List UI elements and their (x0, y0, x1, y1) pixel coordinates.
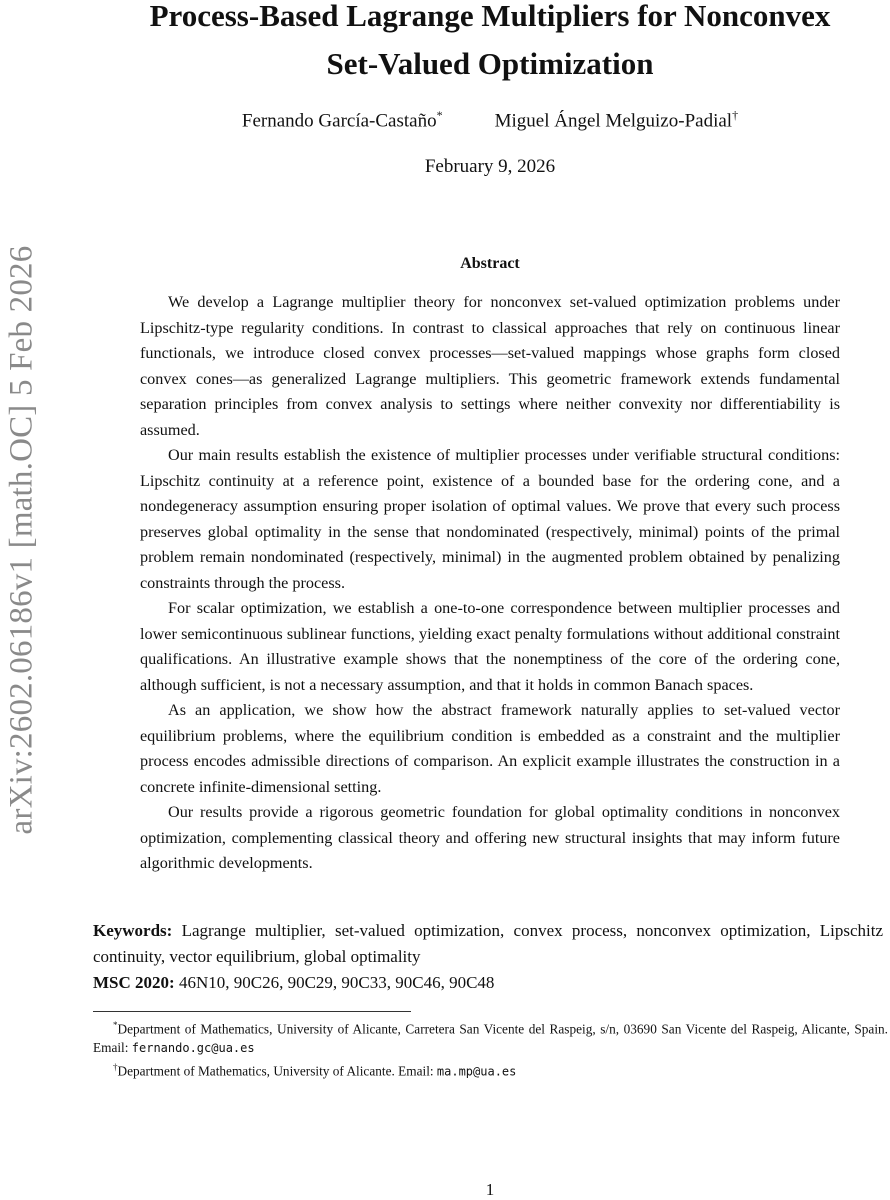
abstract-paragraph: For scalar optimization, we establish a one-to-one correspondence between multiplier processes and lower semicontinuous sublinear functions, yielding exact penalty formulations without additional constraint qualifications. An illustrative example shows that the nonemptiness of the core of the ordering cone, although sufficient, is not a necessary assumption, and that it holds in common Banach spaces. (140, 599, 840, 694)
footnote-rule (93, 1011, 411, 1012)
keywords-text: Lagrange multiplier, set-valued optimization, convex process, nonconvex optimization, Lipschitz continuity, vector equilibrium, global optimality (93, 921, 883, 966)
msc-line (93, 970, 883, 996)
abstract-paragraph: Our main results establish the existence of multiplier processes under verifiable structural conditions: Lipschitz continuity at a reference point, existence of a bounded base for the ordering cone, and a nondegeneracy assumption ensuring proper isolation of optimal values. We prove that every such process preserves global optimality in the sense that nondominated (respectively, minimal) points of the primal problem remain nondominated (respectively, minimal) in the augmented problem obtained by penalizing constraints through the process. (140, 446, 840, 592)
abstract-body (140, 290, 840, 877)
arxiv-identifier: arXiv:2602.06186v1 [math.OC] 5 Feb 2026 (3, 245, 40, 835)
author-2-mark: † (732, 108, 739, 122)
author-2-name: Miguel Ángel Melguizo-Padial (494, 110, 733, 132)
page-number: 1 (485, 1180, 495, 1199)
title-line-2: Set-Valued Optimization (326, 46, 654, 81)
footnote-2-text: Department of Mathematics, University of Alicante. Email: (117, 1063, 437, 1079)
msc-text: 46N10, 90C26, 90C29, 90C33, 90C46, 90C48 (178, 973, 495, 992)
author-2 (495, 108, 738, 132)
msc-label: MSC 2020: (93, 973, 175, 992)
abstract-paragraph: As an application, we show how the abstract framework naturally applies to set-valued vector equilibrium problems, where the equilibrium condition is embedded as a constraint and the multiplier process encodes admissible directions of comparison. An explicit example illustrates the construction in a concrete infinite-dimensional setting. (140, 701, 840, 796)
keywords-line (93, 918, 883, 970)
title-line-1: Process-Based Lagrange Multipliers for Nonconvex (149, 0, 831, 33)
footnote-1 (93, 1016, 888, 1058)
abstract-paragraph: Our results provide a rigorous geometric foundation for global optimality conditions in nonconvex optimization, complementing classical theory and offering new structural insights that may inform future algorithmic developments. (140, 803, 840, 872)
author-1-mark: * (436, 108, 443, 122)
footnote-2 (93, 1058, 888, 1081)
author-1 (242, 108, 443, 132)
keywords-section (93, 918, 883, 996)
footnote-2-mark: † (113, 1062, 118, 1073)
author-1-name: Fernando García-Castaño (241, 110, 437, 132)
footnote-1-text: Department of Mathematics, University of Alicante, Carretera San Vicente del Raspeig, s/n, 03690 San Vicente del Raspeig, Alicante, Spain. Email: (93, 1021, 888, 1056)
paper-title (100, 0, 880, 88)
keywords-label: Keywords: (93, 921, 173, 940)
abstract-paragraph: We develop a Lagrange multiplier theory for nonconvex set-valued optimization problems under Lipschitz-type regularity conditions. In contrast to classical approaches that rely on continuous linear functionals, we introduce closed convex processes—set-valued mappings whose graphs form closed convex cones—as generalized Lagrange multipliers. This geometric framework extends fundamental separation principles from convex analysis to settings where neither convexity nor differentiability is assumed. (140, 293, 840, 439)
footnote-2-email[interactable]: ma.mp@ua.es (436, 1064, 517, 1079)
footnote-1-mark: * (113, 1020, 118, 1030)
footnotes (93, 1016, 888, 1082)
publication-date: February 9, 2026 (424, 156, 556, 177)
abstract-heading: Abstract (460, 255, 520, 272)
author-list (100, 108, 880, 132)
footnote-1-email[interactable]: fernando.gc@ua.es (131, 1041, 255, 1056)
